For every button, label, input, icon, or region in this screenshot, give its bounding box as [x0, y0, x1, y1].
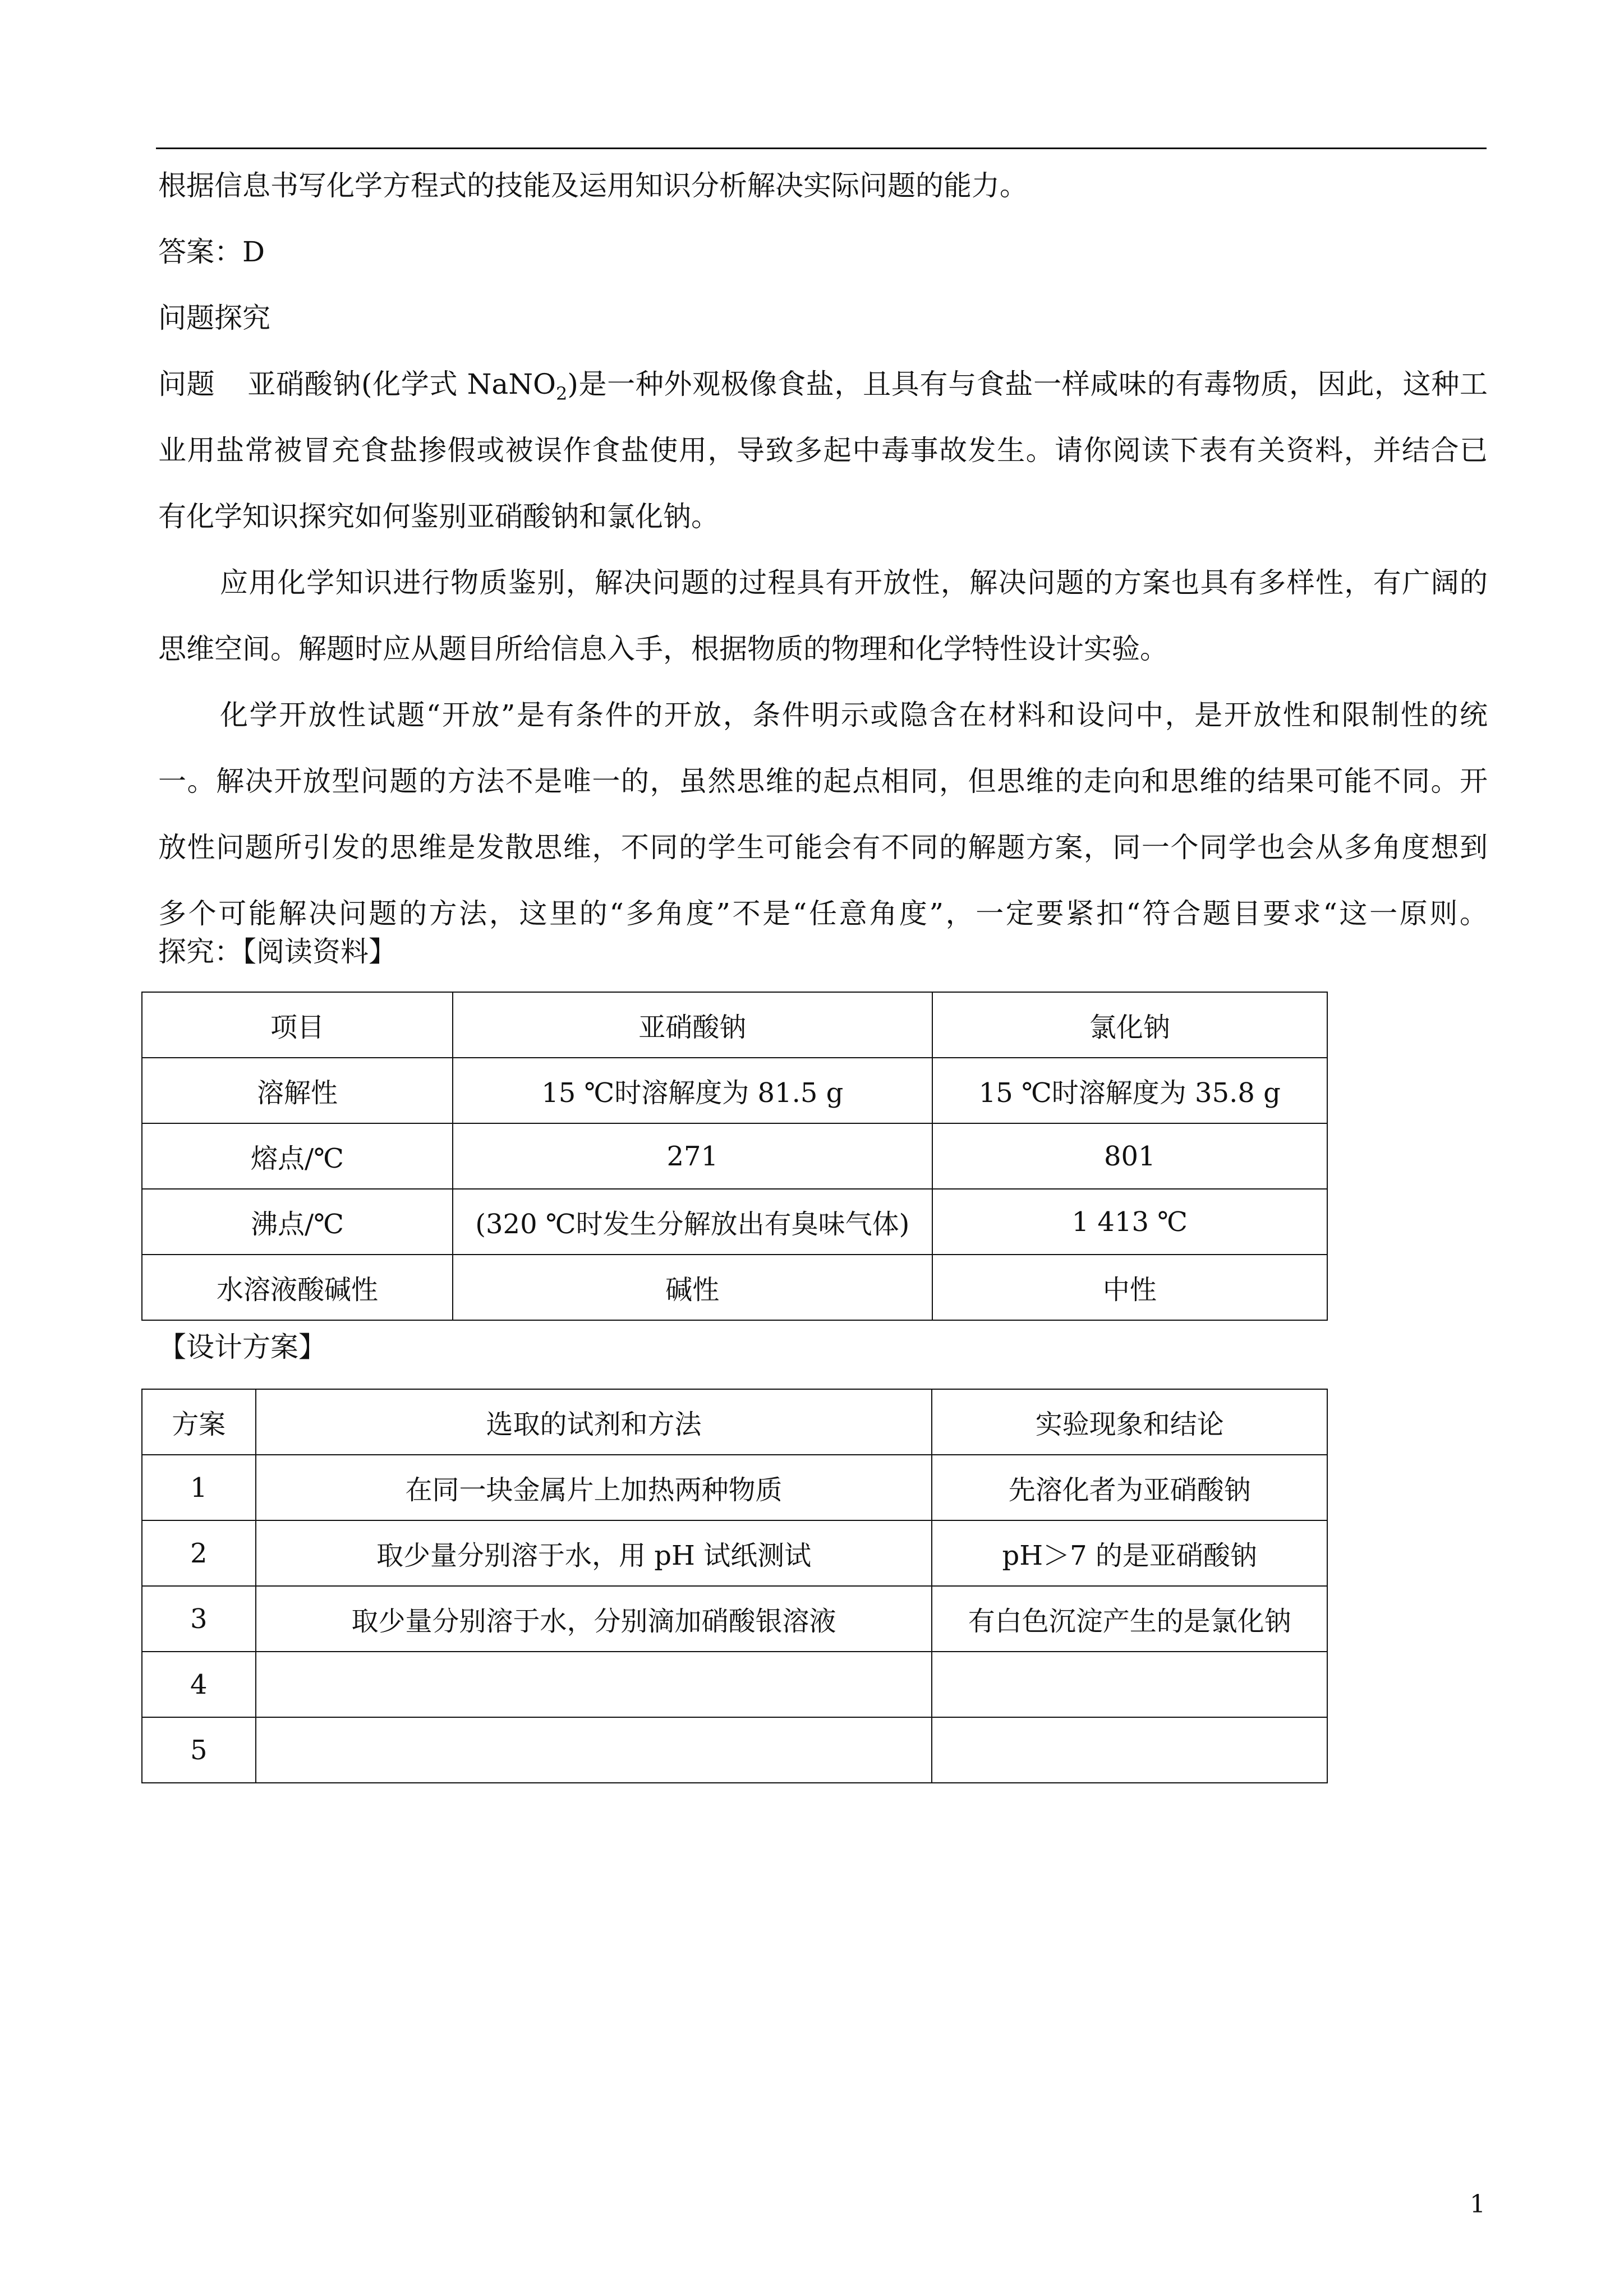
table-cell: 15 ℃时溶解度为 81.5 g [453, 1058, 932, 1123]
table-cell: 2 [142, 1520, 256, 1586]
para2-line-2: 思维空间。解题时应从题目所给信息入手，根据物质的物理和化学特性设计实验。 [158, 633, 1168, 665]
para3-line-2: 一。解决开放型问题的方法不是唯一的，虽然思维的起点相同，但思维的走向和思维的结果可能不同。开 [158, 765, 1488, 797]
header-rule [156, 147, 1487, 149]
problem-text-start: 亚硝酸钠(化学式 NaNO [247, 368, 556, 400]
table-cell: 中性 [932, 1255, 1327, 1320]
table-cell: 熔点/℃ [142, 1123, 453, 1189]
header-cell: 实验现象和结论 [932, 1389, 1327, 1455]
problem-line-1 [158, 351, 1488, 417]
header-cell: 亚硝酸钠 [453, 992, 932, 1058]
table-row [142, 1058, 1327, 1123]
problem-line-2: 业用盐常被冒充食盐掺假或被误作食盐使用，导致多起中毒事故发生。请你阅读下表有关资料，并结合已 [158, 434, 1488, 467]
table-cell: 4 [142, 1652, 256, 1717]
para3-line-4: 多个可能解决问题的方法，这里的“多角度”不是“任意角度”，一定要紧扣“符合题目要求“这一原则。 [158, 897, 1488, 930]
table-cell: 取少量分别溶于水，分别滴加硝酸银溶液 [256, 1586, 932, 1652]
table-cell: 1 413 ℃ [932, 1189, 1327, 1255]
problem-line-3: 有化学知识探究如何鉴别亚硝酸钠和氯化钠。 [158, 500, 719, 533]
table-cell: 有白色沉淀产生的是氯化钠 [932, 1586, 1327, 1652]
table-row [142, 1123, 1327, 1189]
formula-subscript: 2 [555, 383, 568, 404]
table-cell: (320 ℃时发生分解放出有臭味气体) [453, 1189, 932, 1255]
answer-line: 答案：D [158, 236, 265, 268]
table-cell: 溶解性 [142, 1058, 453, 1123]
page-number: 1 [1470, 2190, 1485, 2219]
table-cell [256, 1717, 932, 1783]
table-cell: 5 [142, 1717, 256, 1783]
table-cell: 801 [932, 1123, 1327, 1189]
reading-table [141, 992, 1328, 1321]
table-row [142, 1652, 1327, 1717]
table-header-row [142, 1389, 1327, 1455]
table-row [142, 1520, 1327, 1586]
problem-label: 问题 [158, 368, 215, 400]
table-row [142, 1717, 1327, 1783]
table-row [142, 1455, 1327, 1520]
header-cell: 氯化钠 [932, 992, 1327, 1058]
table-cell [932, 1717, 1327, 1783]
body-text [158, 153, 1488, 947]
header-cell: 方案 [142, 1389, 256, 1455]
table-header-row [142, 992, 1327, 1058]
table-cell: 水溶液酸碱性 [142, 1255, 453, 1320]
table-cell: 15 ℃时溶解度为 35.8 g [932, 1058, 1327, 1123]
table-cell: 1 [142, 1455, 256, 1520]
table-cell: 碱性 [453, 1255, 932, 1320]
table-cell: 3 [142, 1586, 256, 1652]
explore-label: 探究：【阅读资料】 [158, 935, 397, 968]
table-cell: 取少量分别溶于水，用 pH 试纸测试 [256, 1520, 932, 1586]
table-cell: 先溶化者为亚硝酸钠 [932, 1455, 1327, 1520]
table-cell: 在同一块金属片上加热两种物质 [256, 1455, 932, 1520]
header-cell: 项目 [142, 992, 453, 1058]
table-cell: pH＞7 的是亚硝酸钠 [932, 1520, 1327, 1586]
para3-line-1: 化学开放性试题“开放”是有条件的开放，条件明示或隐含在材料和设问中，是开放性和限制性的统 [220, 699, 1488, 731]
table-row [142, 1255, 1327, 1320]
table-row [142, 1189, 1327, 1255]
table-cell [256, 1652, 932, 1717]
table-cell: 271 [453, 1123, 932, 1189]
table-cell: 沸点/℃ [142, 1189, 453, 1255]
para3-line-3: 放性问题所引发的思维是发散思维，不同的学生可能会有不同的解题方案，同一个同学也会从多角度想到 [158, 831, 1488, 864]
problem-text-tail: )是一种外观极像食盐，且具有与食盐一样咸味的有毒物质，因此，这种工 [567, 368, 1488, 400]
table-cell [932, 1652, 1327, 1717]
intro-tail: 根据信息书写化学方程式的技能及运用知识分析解决实际问题的能力。 [158, 169, 1028, 202]
section-title: 问题探究 [158, 302, 270, 334]
design-table [141, 1389, 1328, 1783]
design-label: 【设计方案】 [158, 1331, 326, 1363]
table-row [142, 1586, 1327, 1652]
header-cell: 选取的试剂和方法 [256, 1389, 932, 1455]
para2-line-1: 应用化学知识进行物质鉴别，解决问题的过程具有开放性，解决问题的方案也具有多样性，有广阔的 [220, 566, 1488, 599]
